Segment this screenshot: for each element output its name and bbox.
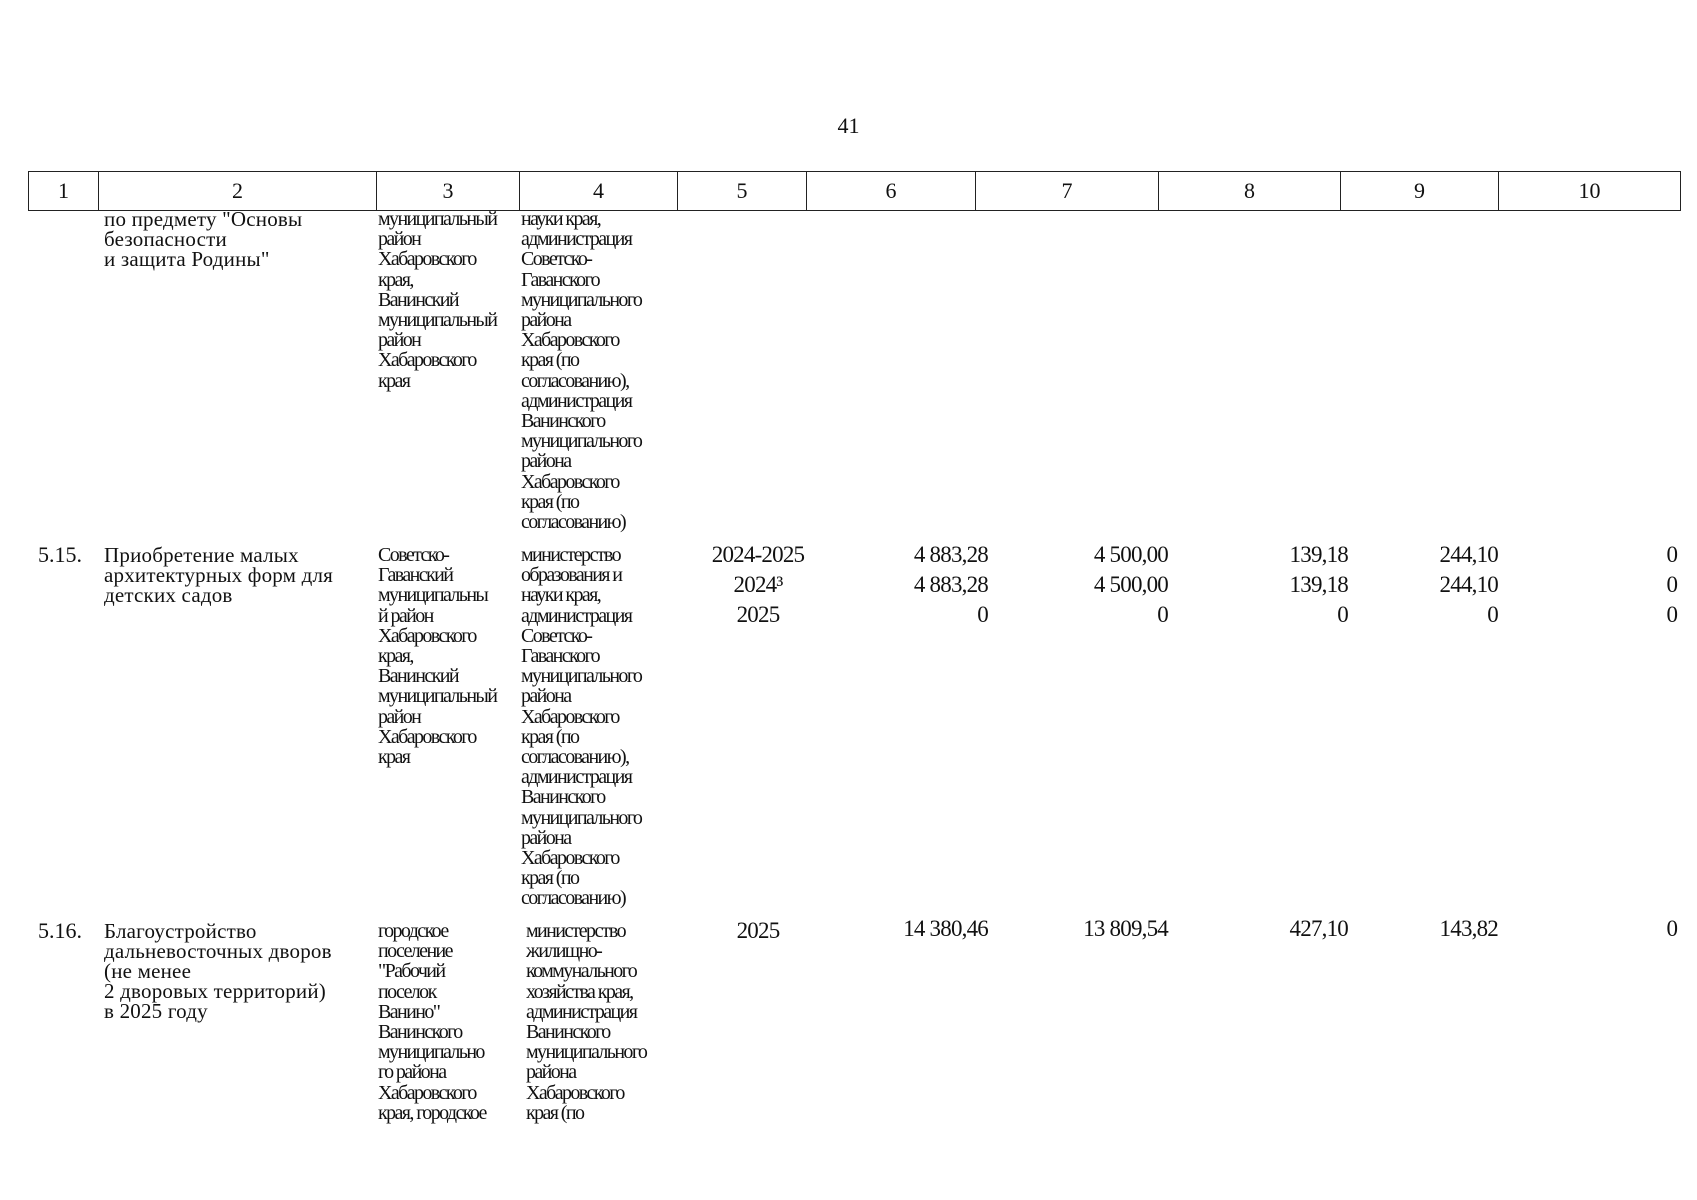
header-col-2: 2: [99, 172, 377, 211]
territory: Советско- Гаванский муниципальны й район Хабаровского края, Ванинский муниципальный район Хабаровского края: [378, 544, 497, 769]
total-amount: 4 883,28 4 883,28 0: [913, 542, 988, 627]
measure-name: Благоустройство дальневосточных дворов (не менее 2 дворовых территорий) в 2025 году: [104, 919, 332, 1023]
header-col-7: 7: [976, 172, 1159, 211]
header-col-9: 9: [1341, 172, 1499, 211]
header-col-10: 10: [1499, 172, 1681, 211]
local-amount: 143,82: [1439, 916, 1498, 941]
executor: науки края, администрация Советско- Гаванского муниципального района Хабаровского края (по согласованию), администрация Ванинского муниципального района Хабаровского края (по согласованию): [521, 208, 642, 534]
executor: министерство жилищно- коммунального хозяйства края, администрация Ванинского муниципального района Хабаровского края (по: [526, 920, 647, 1124]
years: 2025: [736, 918, 780, 943]
territory: городское поселение "Рабочий поселок Ванино" Ванинского муниципально го района Хабаровского края, городское: [378, 920, 486, 1124]
header-col-5: 5: [678, 172, 807, 211]
row-number: 5.15.: [38, 542, 82, 567]
measure-name: Приобретение малых архитектурных форм для детских садов: [104, 543, 334, 607]
federal-amount: 4 500,00 4 500,00 0: [1093, 542, 1168, 627]
total-amount: 14 380,46: [903, 916, 988, 941]
regional-amount: 427,10: [1289, 916, 1348, 941]
executor: министерство образования и науки края, администрация Советско- Гаванского муниципального района Хабаровского края (по согласованию), администрация Ванинского муниципального района Хабаровского края (по согласованию): [521, 544, 642, 910]
years: 2024-2025 2024³ 2025: [711, 542, 805, 627]
other-amount: 0 0 0: [1666, 542, 1678, 627]
regional-amount: 139,18 139,18 0: [1289, 542, 1348, 627]
row-number: 5.16.: [38, 918, 82, 943]
header-col-3: 3: [377, 172, 520, 211]
other-amount: 0: [1666, 916, 1678, 941]
territory: муниципальный район Хабаровского края, Ванинский муниципальный район Хабаровского края: [378, 208, 497, 392]
local-amount: 244,10 244,10 0: [1439, 542, 1498, 627]
header-col-4: 4: [520, 172, 678, 211]
header-col-8: 8: [1159, 172, 1341, 211]
page-number: 41: [837, 113, 860, 138]
header-col-1: 1: [29, 172, 99, 211]
header-col-6: 6: [807, 172, 976, 211]
measure-name: по предмету "Основы безопасности и защита Родины": [104, 207, 303, 271]
table-header: [28, 171, 1681, 211]
federal-amount: 13 809,54: [1083, 916, 1168, 941]
